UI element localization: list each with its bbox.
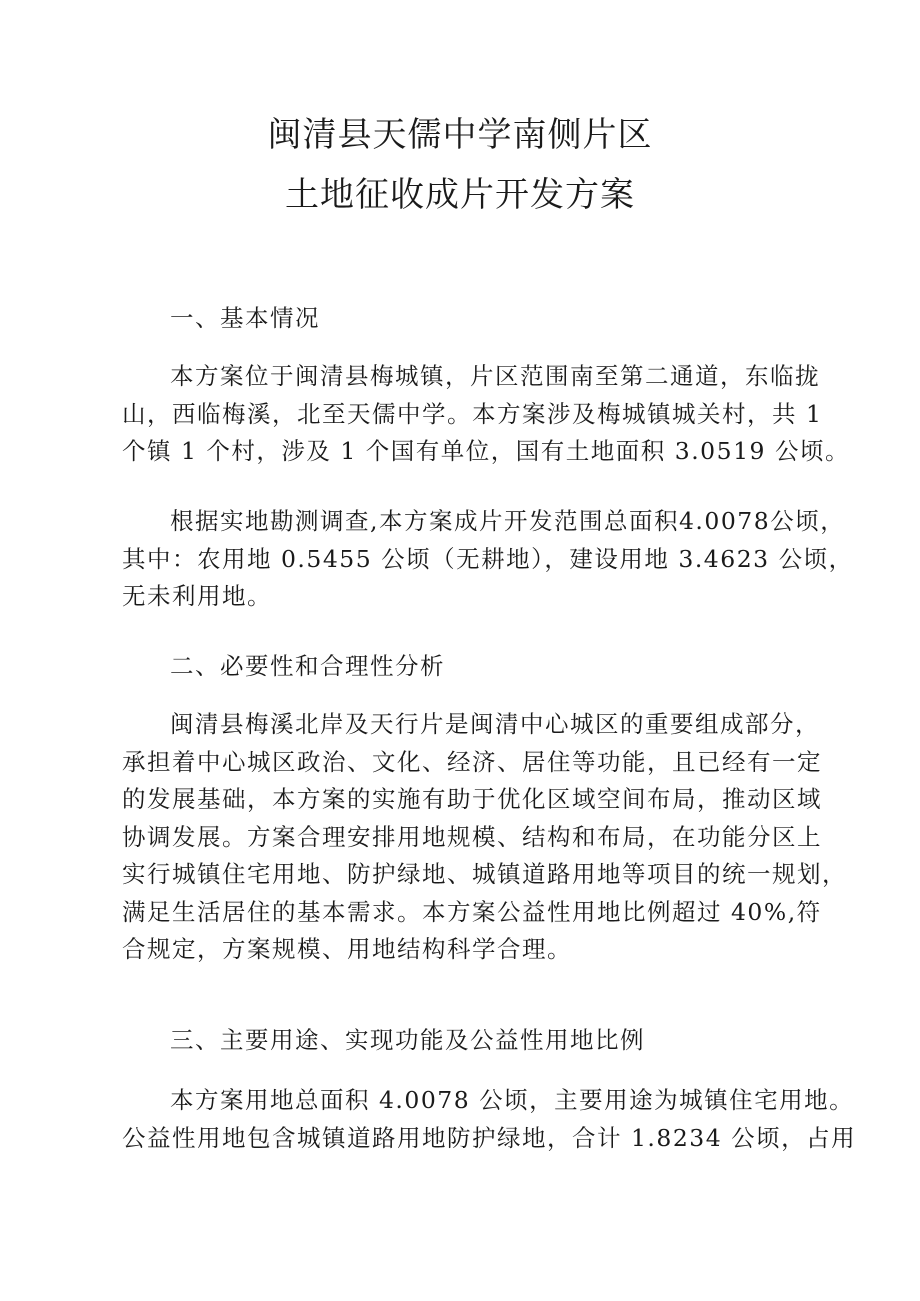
text-line: 山，西临梅溪，北至天儒中学。本方案涉及梅城镇城关村，共 1 <box>122 399 823 428</box>
paragraph-main-use <box>122 1082 857 1157</box>
section-heading-basic-info: 一、基本情况 <box>170 304 320 332</box>
text-line: 的发展基础，本方案的实施有助于优化区域空间布局，推动区域 <box>122 785 822 813</box>
text-line: 闽清县梅溪北岸及天行片是闽清中心城区的重要组成部分， <box>170 710 820 738</box>
paragraph-location <box>122 358 850 471</box>
text-line: 协调发展。方案合理安排用地规模、结构和布局，在功能分区上 <box>122 822 822 851</box>
section-heading-main-use: 三、主要用途、实现功能及公益性用地比例 <box>170 1026 645 1054</box>
text-line: 实行城镇住宅用地、防护绿地、城镇道路用地等项目的统一规划， <box>122 860 847 888</box>
text-line: 其中：农用地 0.5455 公顷（无耕地），建设用地 3.4623 公顷， <box>122 544 854 573</box>
text-line: 合规定，方案规模、用地结构科学合理。 <box>122 935 572 963</box>
paragraph-area-survey <box>122 503 854 616</box>
text-line: 无未利用地。 <box>122 582 272 610</box>
text-line: 根据实地勘测调查,本方案成片开发范围总面积4.0078公顷， <box>170 507 846 535</box>
section-heading-necessity: 二、必要性和合理性分析 <box>170 652 445 680</box>
document-title-line-1: 闽清县天儒中学南侧片区 <box>267 115 653 155</box>
text-line: 公益性用地包含城镇道路用地防护绿地，合计 1.8234 公顷，占用 <box>122 1123 857 1152</box>
text-line: 个镇 1 个村，涉及 1 个国有单位，国有土地面积 3.0519 公顷。 <box>122 437 850 465</box>
text-line: 本方案位于闽清县梅城镇，片区范围南至第二通道，东临拢 <box>170 362 820 390</box>
text-line: 承担着中心城区政治、文化、经济、居住等功能，且已经有一定 <box>122 747 822 776</box>
text-line: 满足生活居住的基本需求。本方案公益性用地比例超过 40%,符 <box>122 897 822 926</box>
document-title-line-2: 土地征收成片开发方案 <box>285 175 635 215</box>
text-line: 本方案用地总面积 4.0078 公顷，主要用途为城镇住宅用地。 <box>170 1086 855 1114</box>
paragraph-necessity <box>122 706 847 969</box>
